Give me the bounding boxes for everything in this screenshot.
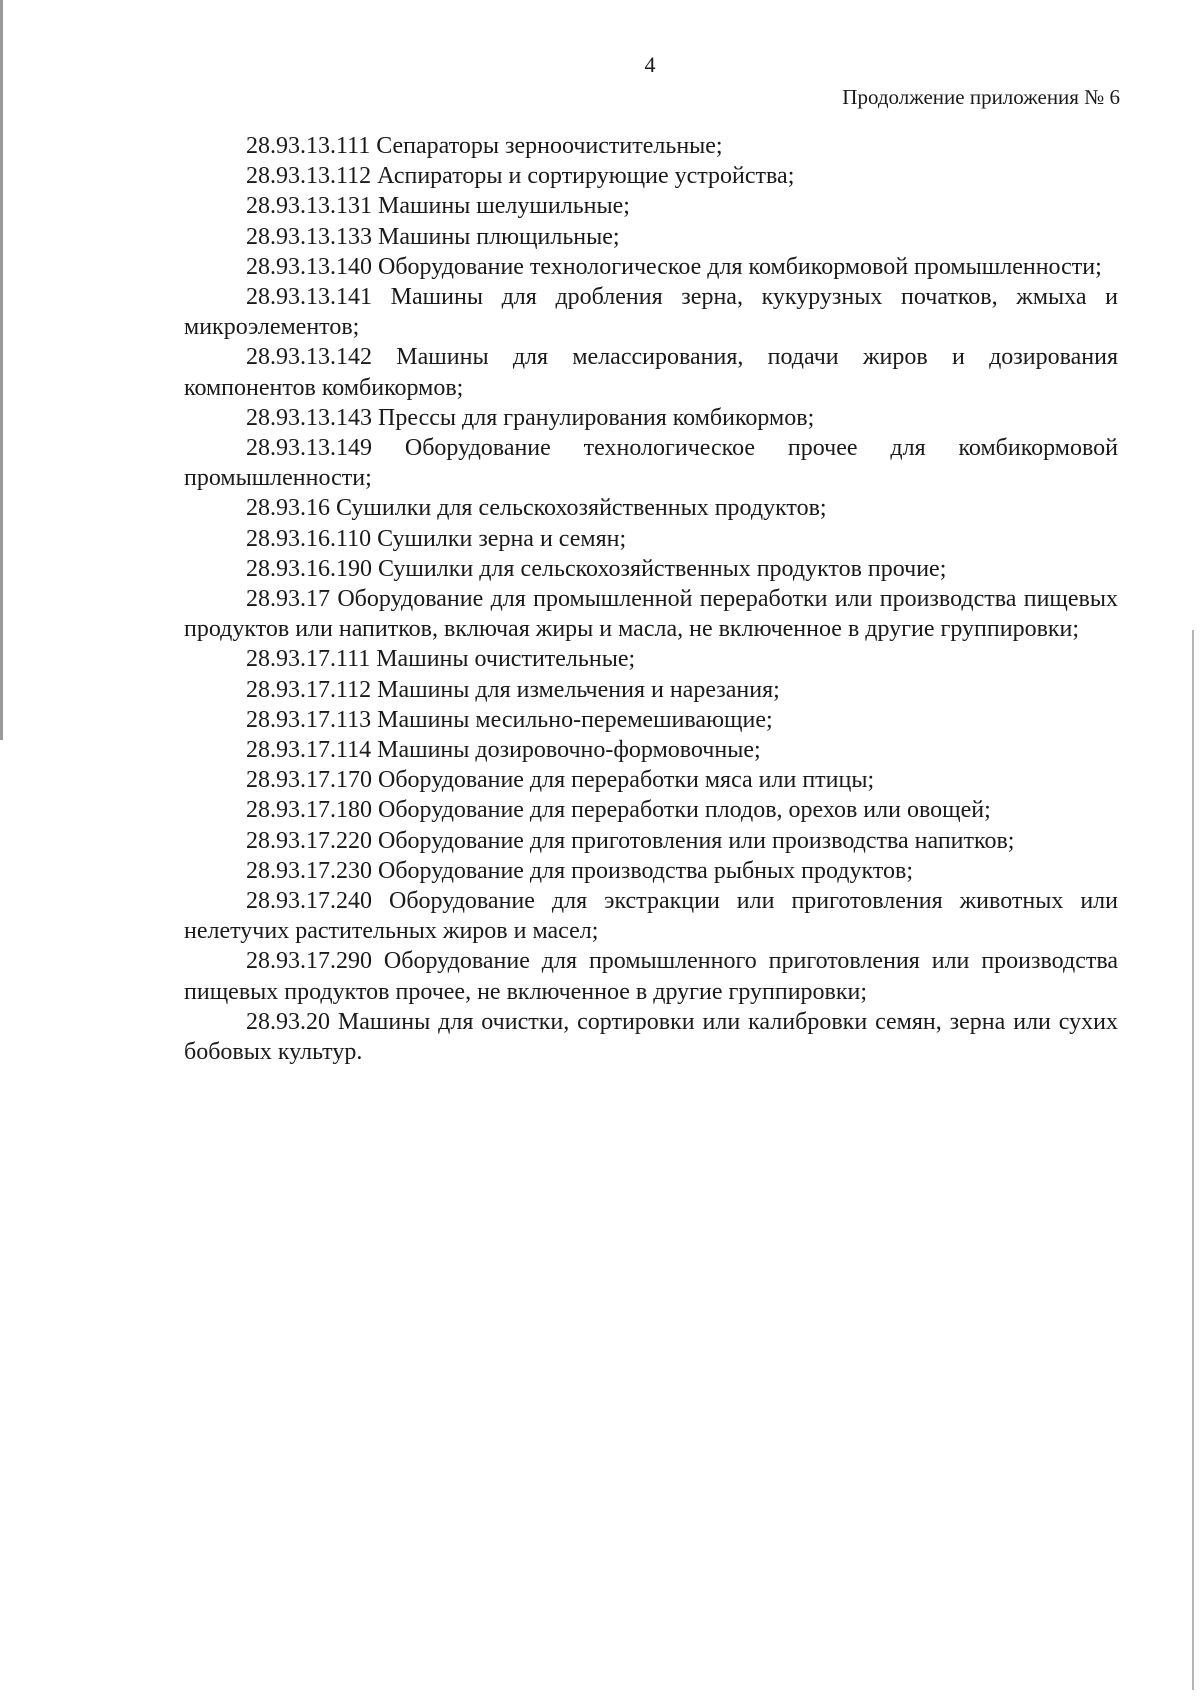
list-item: 28.93.20 Машины для очистки, сортировки или калибровки семян, зерна или сухих бобовых культур. (184, 1008, 1118, 1066)
list-item: 28.93.17.180 Оборудование для переработки плодов, орехов или овощей; (246, 797, 991, 824)
list-item: 28.93.13.131 Машины шелушильные; (246, 193, 630, 220)
list-item: 28.93.13.143 Прессы для гранулирования комбикормов; (246, 404, 815, 431)
list-item: 28.93.17.170 Оборудование для переработки мяса или птицы; (246, 767, 875, 794)
body-text (184, 131, 1118, 1067)
list-item: 28.93.17.230 Оборудование для производства рыбных продуктов; (246, 857, 914, 884)
list-item: 28.93.17.220 Оборудование для приготовления или производства напитков; (246, 827, 1015, 854)
page-number: 4 (644, 52, 656, 77)
list-item: 28.93.13.142 Машины для мелассирования, подачи жиров и дозирования компонентов комбикормов; (184, 344, 1118, 401)
running-head: Продолжение приложения № 6 (842, 85, 1120, 109)
list-item: 28.93.17.290 Оборудование для промышленного приготовления или производства пищевых продуктов прочее, не включенное в другие группировки; (184, 948, 1118, 1005)
list-item: 28.93.16.190 Сушилки для сельскохозяйственных продуктов прочие; (246, 555, 947, 582)
scan-edge-right (1192, 630, 1194, 1690)
list-item: 28.93.17.240 Оборудование для экстракции или приготовления животных или нелетучих растительных жиров и масел; (184, 888, 1118, 945)
list-item: 28.93.17.111 Машины очистительные; (246, 646, 636, 673)
list-item: 28.93.13.141 Машины для дробления зерна, кукурузных початков, жмыха и микроэлементов; (184, 284, 1118, 341)
scan-edge-left (0, 0, 3, 740)
list-item: 28.93.13.133 Машины плющильные; (246, 223, 620, 250)
list-item: 28.93.16.110 Сушилки зерна и семян; (246, 525, 627, 552)
list-item: 28.93.17.112 Машины для измельчения и нарезания; (246, 676, 780, 703)
list-item: 28.93.13.112 Аспираторы и сортирующие устройства; (246, 163, 795, 190)
list-item: 28.93.17.114 Машины дозировочно-формовочные; (246, 737, 761, 764)
list-item: 28.93.17.113 Машины месильно-перемешивающие; (246, 706, 773, 733)
list-item: 28.93.13.111 Сепараторы зерноочистительные; (246, 133, 723, 159)
list-item: 28.93.13.140 Оборудование технологическое для комбикормовой промышленности; (246, 253, 1102, 280)
list-item: 28.93.16 Сушилки для сельскохозяйственных продуктов; (246, 495, 827, 522)
list-item: 28.93.17 Оборудование для промышленной переработки или производства пищевых продуктов или напитков, включая жиры и масла, не включенное в другие группировки; (184, 586, 1118, 643)
list-item: 28.93.13.149 Оборудование технологическое прочее для комбикормовой промышленности; (184, 435, 1118, 492)
